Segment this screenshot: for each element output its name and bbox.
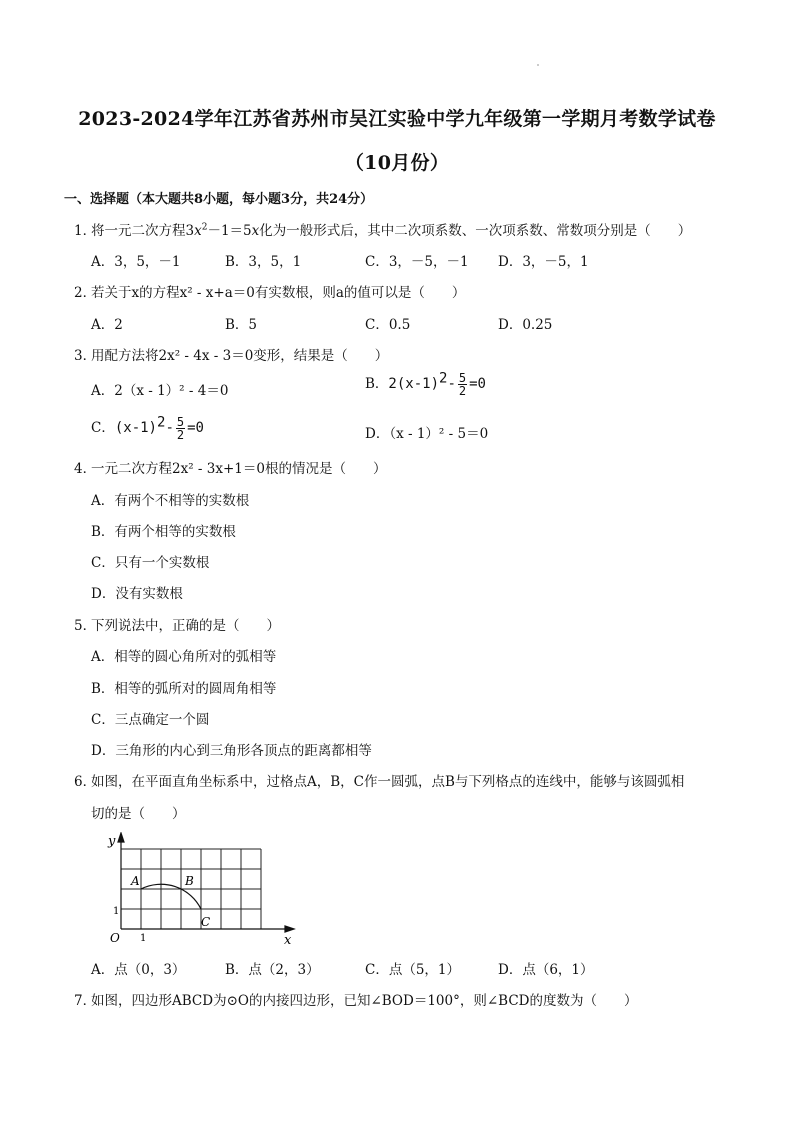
- option-d: D．点（6，1）: [498, 962, 594, 978]
- question-text: 如图，在平面直角坐标系中，过格点A，B，C作一圆弧，点B与下列格点的连线中，能够与该圆弧相: [91, 774, 685, 790]
- question-number: 7．: [74, 993, 97, 1009]
- question-5: [74, 614, 280, 634]
- question-number: 2．: [74, 285, 97, 301]
- option-d: D．（x - 1）² - 5＝0: [365, 426, 489, 442]
- option-a: A．点（0，3）: [91, 962, 186, 978]
- minus-sign: -: [447, 376, 456, 392]
- question-text: 用配方法将2x² - 4x - 3＝0变形，结果是（ ）: [91, 348, 389, 364]
- question-number: 6．: [74, 774, 97, 790]
- expression: (x-1): [114, 420, 157, 436]
- variable: x: [194, 223, 202, 239]
- question-number: 5．: [74, 618, 97, 634]
- option-b: B．有两个相等的实数根: [91, 524, 236, 540]
- option-b: B．3，5，1: [225, 254, 302, 270]
- question-text: －1＝5: [207, 223, 252, 239]
- point-b-label: B: [185, 874, 194, 888]
- x-axis-label: x: [284, 933, 292, 947]
- y-axis-label: y: [108, 834, 116, 849]
- option-b: B．相等的弧所对的圆周角相等: [91, 681, 277, 697]
- question-text: 若关于x的方程x² - x+a＝0有实数根，则a的值可以是（ ）: [91, 285, 466, 301]
- option-c: [91, 416, 204, 441]
- question-1: [74, 219, 691, 239]
- question-text: 化为一般形式后，其中二次项系数、一次项系数、常数项分别是（ ）: [259, 223, 692, 239]
- minus-sign: -: [165, 420, 174, 436]
- exponent: 2: [439, 370, 448, 387]
- option-d: D．没有实数根: [91, 586, 183, 602]
- option-c: C．三点确定一个圆: [91, 712, 210, 728]
- question-4: [74, 457, 386, 477]
- expression: 2(x-1): [388, 376, 439, 392]
- option-a: A．相等的圆心角所对的弧相等: [91, 649, 277, 665]
- option-d: D．三角形的内心到三角形各顶点的距离都相等: [91, 743, 372, 759]
- question-number: 3．: [74, 348, 97, 364]
- option-d: D．0.25: [498, 317, 553, 333]
- option-b: B．点（2，3）: [225, 962, 320, 978]
- denominator: 2: [458, 384, 467, 398]
- option-label: B．: [365, 376, 389, 392]
- question-number: 1．: [74, 223, 97, 239]
- numerator: 5: [176, 415, 185, 429]
- x-tick-label: 1: [140, 933, 147, 944]
- question-2: [74, 281, 465, 301]
- expression: =0: [469, 376, 486, 392]
- origin-label: O: [110, 931, 120, 945]
- option-a: A．2（x - 1）² - 4＝0: [91, 383, 229, 399]
- exponent: 2: [157, 414, 166, 431]
- option-c: C．0.5: [365, 317, 411, 333]
- question-text: 如图，四边形ABCD为⊙O的内接四边形，已知∠BOD＝100°，则∠BCD的度数为（ ）: [91, 993, 638, 1009]
- point-c-label: C: [201, 915, 211, 929]
- option-a: A．3，5，－1: [91, 254, 181, 270]
- expression: =0: [187, 420, 204, 436]
- option-a: A．2: [91, 317, 123, 333]
- option-b: [365, 372, 486, 397]
- question-text: 将一元二次方程3: [91, 223, 195, 239]
- coordinate-grid-figure: [104, 832, 304, 947]
- stray-dot: [537, 64, 539, 66]
- y-tick-label: 1: [113, 906, 120, 917]
- option-label: C．: [91, 420, 115, 436]
- exponent: 2: [201, 222, 208, 233]
- question-3: [74, 344, 388, 364]
- option-d: D．3，－5，1: [498, 254, 589, 270]
- option-b: B．5: [225, 317, 258, 333]
- question-7: [74, 989, 637, 1009]
- fraction: [458, 372, 467, 397]
- question-number: 4．: [74, 461, 97, 477]
- option-c: C．3，－5，－1: [365, 254, 469, 270]
- option-c: C．点（5，1）: [365, 962, 461, 978]
- variable: x: [251, 223, 260, 239]
- question-text: 下列说法中，正确的是（ ）: [91, 618, 280, 634]
- page-subtitle: （10月份）: [344, 152, 450, 174]
- section-heading: 一、选择题（本大题共8小题，每小题3分，共24分）: [64, 192, 374, 207]
- option-c: C．只有一个实数根: [91, 555, 210, 571]
- question-text-continued: 切的是（ ）: [91, 806, 186, 822]
- option-a: A．有两个不相等的实数根: [91, 493, 250, 509]
- fraction: [176, 416, 185, 441]
- question-6: [74, 770, 684, 790]
- denominator: 2: [176, 428, 185, 442]
- numerator: 5: [458, 371, 467, 385]
- point-a-label: A: [131, 874, 140, 888]
- page-title: 2023-2024学年江苏省苏州市吴江实验中学九年级第一学期月考数学试卷: [78, 108, 716, 130]
- question-text: 一元二次方程2x² - 3x+1＝0根的情况是（ ）: [91, 461, 387, 477]
